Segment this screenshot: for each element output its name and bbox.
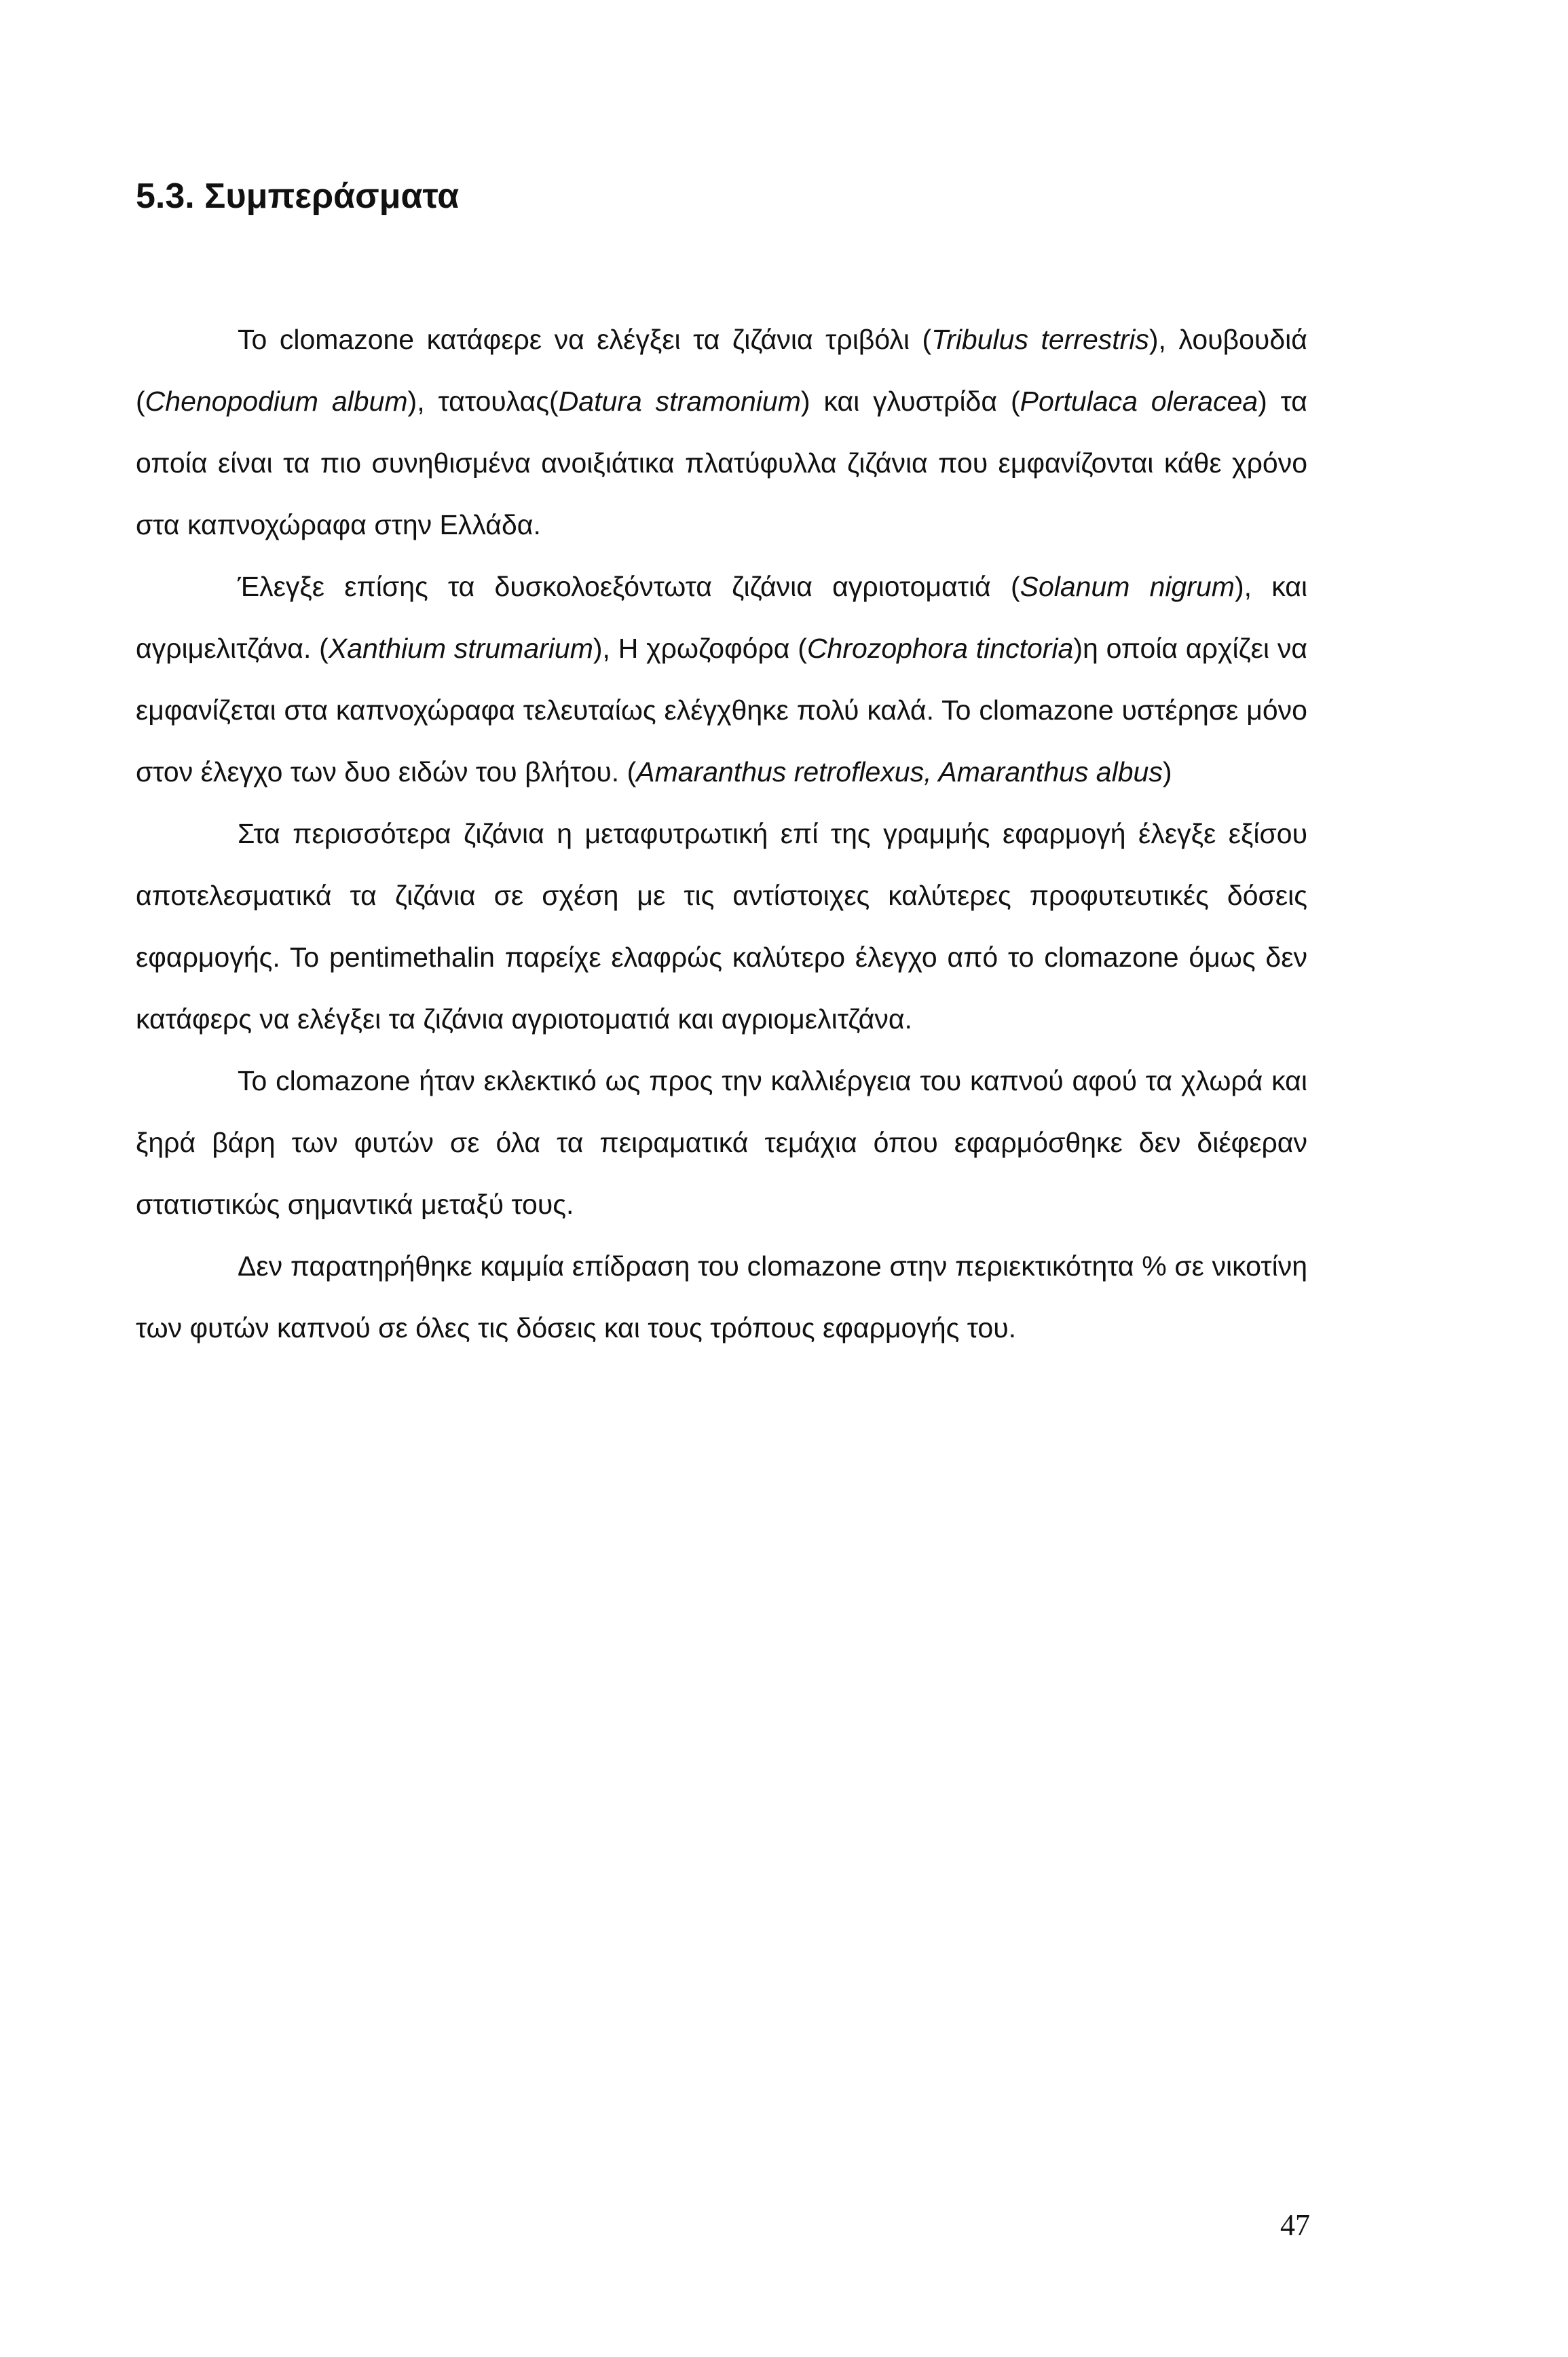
species-portulaca-oleracea: Portulaca oleracea (1020, 386, 1258, 417)
paragraph-4-text-1: Το clomazone ήταν εκλεκτικό ως προς την καλλιέργεια του καπνού αφού τα χλωρά και ξηρά βάρη των φυτών σε όλα τα πειραματικά τεμάχια όπου εφαρμόσθηκε δεν διέφεραν στατιστικώς σημαντικά μεταξύ τους. (136, 1065, 1307, 1220)
paragraph-1-text-2: ), λουβουδιά ( (136, 324, 1307, 417)
paragraph-5-text-1: Δεν παρατηρήθηκε καμμία επίδραση του clomazone στην περιεκτικότητα % σε νικοτίνη των φυτών καπνού σε όλες τις δόσεις και τους τρόπους εφαρμογής του. (136, 1250, 1307, 1343)
paragraph-1-text-5: ) τα οποία είναι τα πιο συνηθισμένα ανοιξιάτικα πλατύφυλλα ζιζάνια που εμφανίζονται κάθε χρόνο στα καπνοχώραφα στην Ελλάδα. (136, 386, 1307, 540)
paragraph-1-text-4: ) και γλυστρίδα ( (800, 386, 1020, 417)
section-body (136, 309, 1307, 1359)
paragraph-2 (136, 556, 1307, 803)
species-xanthium-strumarium: Xanthium strumarium (328, 633, 593, 664)
paragraph-2-text-3: ), Η χρωζοφόρα ( (593, 633, 807, 664)
species-datura-stramonium: Datura stramonium (558, 386, 801, 417)
page-number: 47 (1280, 2208, 1310, 2242)
paragraph-2-text-1: Έλεγξε επίσης τα δυσκολοεξόντωτα ζιζάνια αγριοτοματιά ( (238, 571, 1020, 602)
paragraph-1-text-3: ), τατουλας( (407, 386, 559, 417)
paragraph-4 (136, 1050, 1307, 1236)
paragraph-3 (136, 803, 1307, 1050)
paragraph-2-text-2: ), και αγριμελιτζάνα. ( (136, 571, 1308, 664)
paragraph-1-text-1: Το clomazone κατάφερε να ελέγξει τα ζιζάνια τριβόλι ( (238, 324, 932, 355)
species-amaranthus: Amaranthus retroflexus, Amaranthus albus (636, 756, 1163, 787)
section-heading: 5.3. Συμπεράσματα (136, 177, 460, 216)
species-chenopodium-album: Chenopodium album (145, 386, 408, 417)
paragraph-5 (136, 1236, 1307, 1359)
paragraph-2-text-4: )η οποία αρχίζει να εμφανίζεται στα καπνοχώραφα τελευταίως ελέγχθηκε πολύ καλά. Το clomazone υστέρησε μόνο στον έλεγχο των δυο ειδών του βλήτου. ( (136, 633, 1308, 787)
paragraph-2-text-5: ) (1162, 756, 1172, 787)
species-chrozophora-tinctoria: Chrozophora tinctoria (806, 633, 1074, 664)
species-solanum-nigrum: Solanum nigrum (1020, 571, 1235, 602)
paragraph-3-text-1: Στα περισσότερα ζιζάνια η μεταφυτρωτική επί της γραμμής εφαρμογή έλεγξε εξίσου αποτελεσματικά τα ζιζάνια σε σχέση με τις αντίστοιχες καλύτερες προφυτευτικές δόσεις εφαρμογής. Το pentimethalin παρείχε ελαφρώς καλύτερο έλεγχο από το clomazone όμως δεν κατάφερς να ελέγξει τα ζιζάνια αγριοτοματιά και αγριομελιτζάνα. (136, 818, 1307, 1035)
paragraph-1 (136, 309, 1307, 556)
species-tribulus-terrestris: Tribulus terrestris (931, 324, 1149, 355)
